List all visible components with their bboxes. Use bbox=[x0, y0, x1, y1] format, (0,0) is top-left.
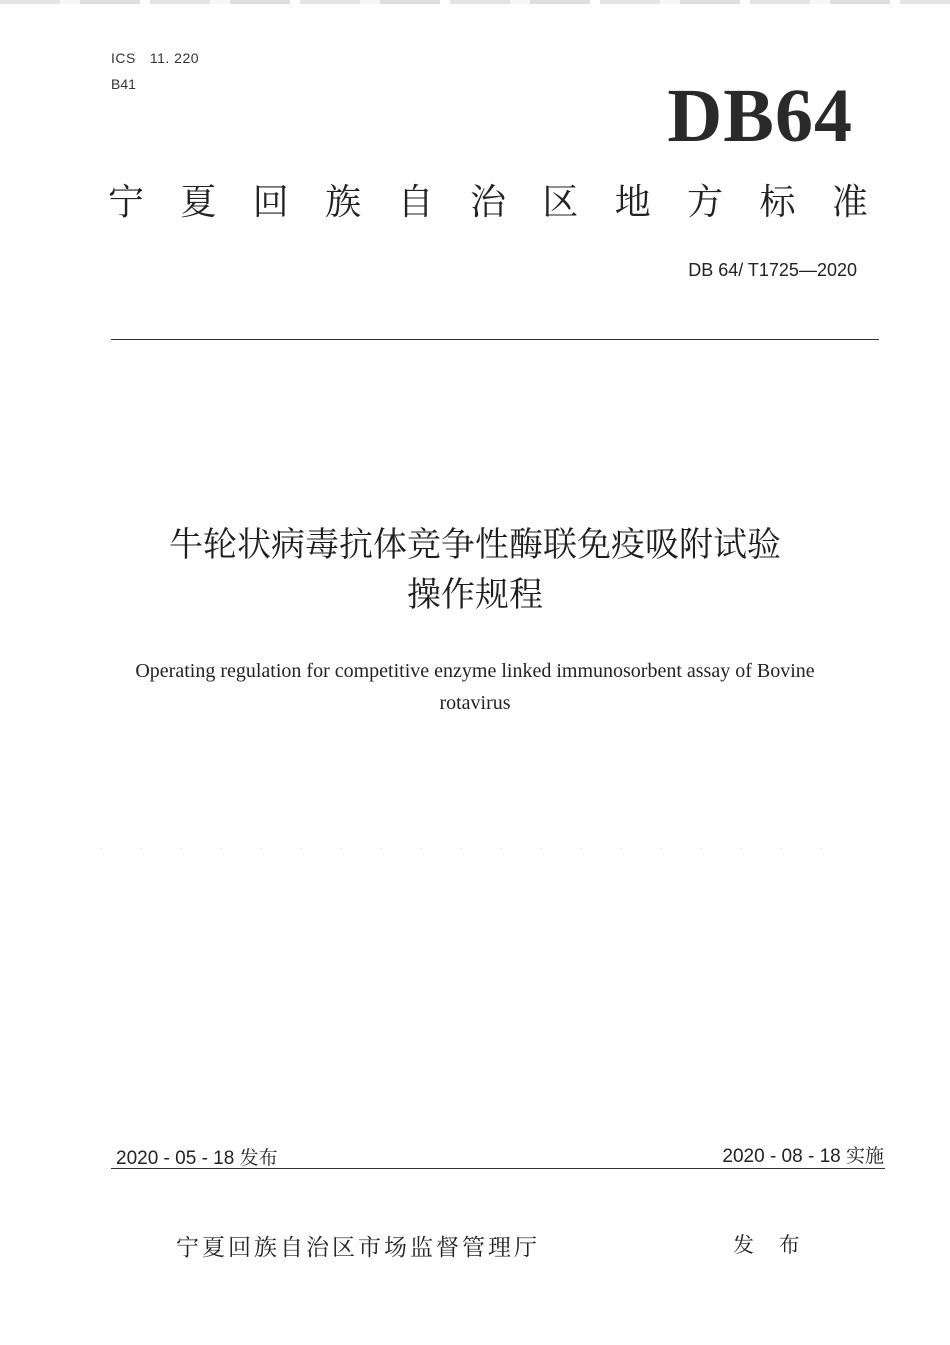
english-title bbox=[60, 655, 890, 719]
standard-type-char: 地 bbox=[614, 182, 651, 223]
standard-type-char: 族 bbox=[325, 182, 362, 223]
db-logo: DB64 bbox=[667, 74, 853, 158]
chinese-title-line-1: 牛轮状病毒抗体竞争性酶联免疫吸附试验 bbox=[169, 525, 781, 565]
standard-type-char: 宁 bbox=[108, 182, 145, 223]
publish-label: 发 布 bbox=[733, 1233, 809, 1257]
issue-date: 2020 - 05 - 18 发布 bbox=[116, 1148, 278, 1169]
standard-type-char: 标 bbox=[759, 182, 796, 223]
ics-classification bbox=[111, 50, 199, 66]
header-divider bbox=[111, 339, 879, 340]
standard-number: DB 64/ T1725—2020 bbox=[688, 260, 857, 280]
ccs-code: B41 bbox=[111, 76, 136, 92]
standard-type-char: 准 bbox=[831, 182, 868, 223]
standard-type-char: 治 bbox=[469, 182, 506, 223]
scan-edge-artifact bbox=[0, 0, 950, 4]
standard-type-heading bbox=[108, 182, 868, 223]
standard-type-char: 自 bbox=[397, 182, 434, 223]
implementation-date: 2020 - 08 - 18 实施 bbox=[722, 1146, 884, 1167]
standard-type-char: 方 bbox=[687, 182, 724, 223]
english-title-line-1: Operating regulation for competitive enzyme linked immunosorbent assay of Bovine bbox=[135, 660, 815, 682]
english-title-line-2: rotavirus bbox=[439, 692, 511, 714]
chinese-title-line-2: 操作规程 bbox=[407, 575, 543, 615]
standard-type-char: 夏 bbox=[180, 182, 217, 223]
ics-label: ICS bbox=[111, 50, 136, 66]
scan-noise bbox=[100, 848, 860, 849]
footer-divider bbox=[111, 1168, 885, 1169]
chinese-title bbox=[60, 520, 890, 620]
standard-type-char: 回 bbox=[252, 182, 289, 223]
publisher-name: 宁夏回族自治区市场监督管理厅 bbox=[176, 1235, 540, 1261]
standard-type-char: 区 bbox=[542, 182, 579, 223]
ics-code: 11. 220 bbox=[149, 50, 200, 66]
